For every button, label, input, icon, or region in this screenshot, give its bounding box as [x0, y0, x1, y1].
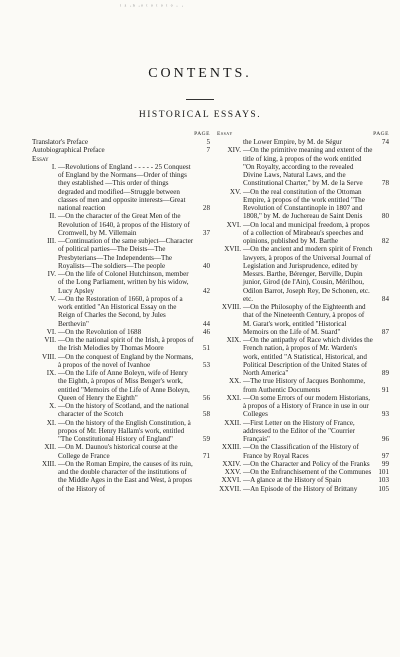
entry-page: 74: [381, 138, 389, 146]
toc-entry: [217, 303, 389, 336]
entry-page: 80: [381, 212, 389, 221]
entry-page: 59: [202, 435, 210, 443]
toc-entry: [217, 476, 389, 484]
entry-page: 96: [381, 435, 389, 443]
entry-number: XVI.: [226, 220, 241, 229]
toc-entry: [32, 443, 210, 460]
entry-page: 56: [202, 393, 210, 402]
toc-entry: [217, 245, 389, 303]
toc-entry: [32, 237, 210, 270]
entry-title: —On the Character and Policy of the Franks: [243, 459, 370, 468]
entry-title: —On the life of Colonel Hutchinson, member of the Long Parliament, written by his widow, Lucy Apsley: [58, 270, 189, 295]
toc-entry: [217, 468, 389, 476]
entry-title: —On the Revolution of 1688: [58, 327, 142, 336]
toc-entry: [217, 146, 389, 187]
page-column-label: PAGE: [194, 131, 210, 137]
entry-number: XXVI.: [221, 476, 241, 485]
entry-title: —On the Philosophy of the Eighteenth and that of the Nineteenth Century, à propos of M. Garat's work, entitled "Historical Memoirs on the Life of M. Suard": [243, 303, 366, 336]
entry-title: —On the Restoration of 1660, à propos of a work entitled "An Historical Essay on the Reign of Charles the Second, by Jules Berthevin": [58, 294, 183, 328]
entry-number: XVII.: [224, 245, 241, 254]
entry-page: 28: [202, 204, 210, 212]
essay-column-label-right: Essay: [217, 131, 233, 137]
toc-entry: [217, 336, 389, 377]
toc-entry: [217, 460, 389, 468]
entry-number: XXII.: [224, 418, 241, 427]
preliminary-label: Translator's Preface: [32, 138, 88, 146]
entry-page: 93: [381, 410, 389, 419]
toc-entry: [217, 419, 389, 444]
entry-title: —Continuation of the same subject—Character of political parties—The Deists—The Presbyterians—The Independents—The Royalists—The soldiers—The people: [58, 237, 194, 270]
entry-number: VIII.: [42, 352, 56, 361]
preliminary-entry: [32, 138, 210, 146]
entry-number: I.: [51, 162, 56, 171]
toc-entry: [32, 402, 210, 419]
entry-number: XII.: [44, 443, 56, 452]
entry-number: IV.: [47, 270, 56, 278]
toc-entry: [32, 212, 210, 237]
entry-page: 51: [202, 344, 210, 353]
entry-number: XXVII.: [219, 484, 241, 493]
entry-page: 105: [378, 484, 389, 493]
entry-number: X.: [49, 402, 56, 410]
toc-entry: [217, 443, 389, 460]
entry-page: 89: [381, 369, 389, 377]
entry-title: —First Letter on the History of France, addressed to the Editor of the "Courrier Français": [243, 418, 356, 443]
preliminary-list: [32, 138, 210, 155]
entry-title: —On the antipathy of Race which divides the French nation, à propos of Mr. Warden's work, entitled "A Statistical, Historical, and Political Description of the United States of North America": [243, 336, 373, 377]
entry-title: —On the real constitution of the Ottoman Empire, à propos of the work entitled "The Revolution of Constantinople in 1807 and 1808," by M. de Juchereau de Saint Denis: [243, 187, 365, 221]
entry-page: 71: [202, 451, 210, 460]
toc-entry: [32, 419, 210, 444]
entry-title: —On the Roman Empire, the causes of its ruin, and the double character of the institutions of the Middle Ages in the East and West, à propos of the History of: [58, 459, 193, 493]
toc-entry: [217, 377, 389, 394]
entry-number: XXIII.: [221, 443, 241, 452]
page-column-label-right: PAGE: [373, 131, 389, 137]
entry-page: 40: [202, 261, 210, 270]
entry-title: the Lower Empire, by M. de Ségur: [243, 138, 342, 146]
entry-number: XV.: [229, 187, 241, 196]
toc-entry: [217, 188, 389, 221]
entry-title: —On M. Daunou's historical course at the College de France: [58, 443, 178, 460]
entry-title: —On the Life of Anne Boleyn, wife of Henry the Eighth, à propos of Miss Benger's work, entitled "Memoirs of the Life of Anne Boleyn, Queen of Henry the Eighth": [58, 369, 190, 402]
essay-column-label: Essay: [32, 154, 49, 163]
right-column-header: [217, 130, 389, 138]
right-column: [217, 130, 389, 493]
toc-entry: [32, 270, 210, 295]
entry-number: XIX.: [226, 336, 241, 344]
entry-page: 87: [381, 327, 389, 336]
toc-entry: [32, 163, 210, 213]
preliminary-label: Autobiographical Preface: [32, 146, 105, 155]
entry-page: 97: [381, 451, 389, 460]
title-divider: [186, 99, 214, 100]
entry-page: 82: [381, 237, 389, 245]
toc-entry: [32, 369, 210, 402]
entry-title: —A glance at the History of Spain: [243, 476, 342, 485]
entry-title: —On the character of the Great Men of the Revolution of 1640, à propos of the History of Cromwell, by M. Villemain: [58, 212, 190, 237]
toc-entry: [32, 460, 210, 493]
entry-number: XIII.: [42, 459, 56, 468]
page-header-bleed: ᵗ ᵃ ·ⁿ ·ᵒ ᵗ ᵒ ᵗ ᵒ ᵗ ᵒ · ·: [120, 4, 185, 10]
entry-title: —An Episode of the History of Brittany: [243, 484, 358, 493]
entry-title: —On the Enfranchisement of the Communes: [243, 468, 372, 476]
entry-number: II.: [49, 212, 56, 221]
entry-page: 53: [202, 360, 210, 369]
entry-number: XXV.: [224, 468, 241, 476]
entry-page: 44: [202, 319, 210, 328]
entry-title: —On the ancient and modern spirit of French lawyers, à propos of the Universal Journal of Legislation and Jurisprudence, edited by Messrs. Barthe, Bérenger, Berville, Dupin junior, Girod (de l'Ain), Cousin, Mérilhou, Odilon Barrot, Joseph Rey, De Schonen, etc. etc.: [243, 245, 373, 303]
entry-page: 46: [202, 327, 210, 336]
entry-page: 99: [381, 459, 389, 468]
entry-title: —On some Errors of our modern Historians, à propos of a History of France in use in our Colleges: [243, 393, 371, 419]
essay-list-right: [217, 138, 389, 493]
entry-title: —On the Classification of the History of France by Royal Races: [243, 443, 359, 460]
entry-title: —On the national spirit of the Irish, à propos of the Irish Melodies by Thomas Moore: [58, 336, 194, 353]
entry-page: 103: [378, 476, 389, 485]
page-title: CONTENTS.: [148, 66, 252, 81]
entry-page: 37: [202, 228, 210, 237]
toc-entry: [32, 353, 210, 370]
entry-title: —On the history of the English Constitution, à propos of Mr. Henry Hallam's work, entitled "The Constitutional History of England": [58, 418, 191, 443]
toc-entry: [32, 328, 210, 336]
entry-number: VI.: [46, 327, 56, 336]
toc-entry: [217, 485, 389, 493]
entry-title: —On the primitive meaning and extent of the title of king, à propos of the work entitled "On Royalty, according to the revealed Divine Laws, Natural Laws, and the Constitutional Charter," by M. de la Serve: [243, 146, 373, 188]
toc-entry: [217, 138, 389, 146]
preliminary-page: 7: [206, 146, 210, 155]
left-column: [32, 130, 210, 493]
entry-number: XXIV.: [222, 459, 241, 468]
entry-title: —On the conquest of England by the Normans, à propos of the novel of Ivanhoe: [58, 352, 194, 369]
entry-number: III.: [47, 237, 56, 245]
preliminary-page: 5: [206, 138, 210, 146]
entry-title: —On local and municipal freedom, à propos of a collection of Mirabeau's speeches and opinions, published by M. Barthe: [243, 220, 370, 245]
entry-number: XX.: [228, 377, 241, 386]
toc-entry: [32, 336, 210, 353]
entry-page: 101: [378, 468, 389, 476]
entry-page: 91: [381, 385, 389, 394]
section-subtitle: HISTORICAL ESSAYS.: [138, 110, 262, 120]
essay-list-left: [32, 163, 210, 493]
toc-entry: [217, 221, 389, 246]
entry-title: —The true History of Jacques Bonhomme, from Authentic Documents: [243, 377, 366, 394]
left-column-header: [32, 130, 210, 138]
entry-page: 58: [202, 410, 210, 419]
toc-entry: [32, 295, 210, 328]
entry-number: VII.: [44, 336, 56, 344]
preliminary-entry: [32, 146, 210, 154]
entry-page: 84: [381, 294, 389, 303]
entry-number: XI.: [46, 418, 56, 427]
entry-number: XXI.: [226, 393, 241, 402]
entry-page: 42: [202, 286, 210, 295]
entry-number: IX.: [46, 369, 56, 377]
toc-entry: [217, 394, 389, 419]
entry-number: XIV.: [227, 146, 241, 155]
entry-number: V.: [50, 294, 56, 303]
entry-number: XVIII.: [221, 303, 241, 311]
entry-title: —Revolutions of England - - - - - 25 Conquest of England by the Normans—Order of things they established —This order of things degraded and modified—Struggle between classes of men and opposite interests—Great national reaction: [58, 162, 191, 212]
entry-page: 78: [381, 179, 389, 188]
entry-title: —On the history of Scotland, and the national character of the Scotch: [58, 402, 189, 419]
